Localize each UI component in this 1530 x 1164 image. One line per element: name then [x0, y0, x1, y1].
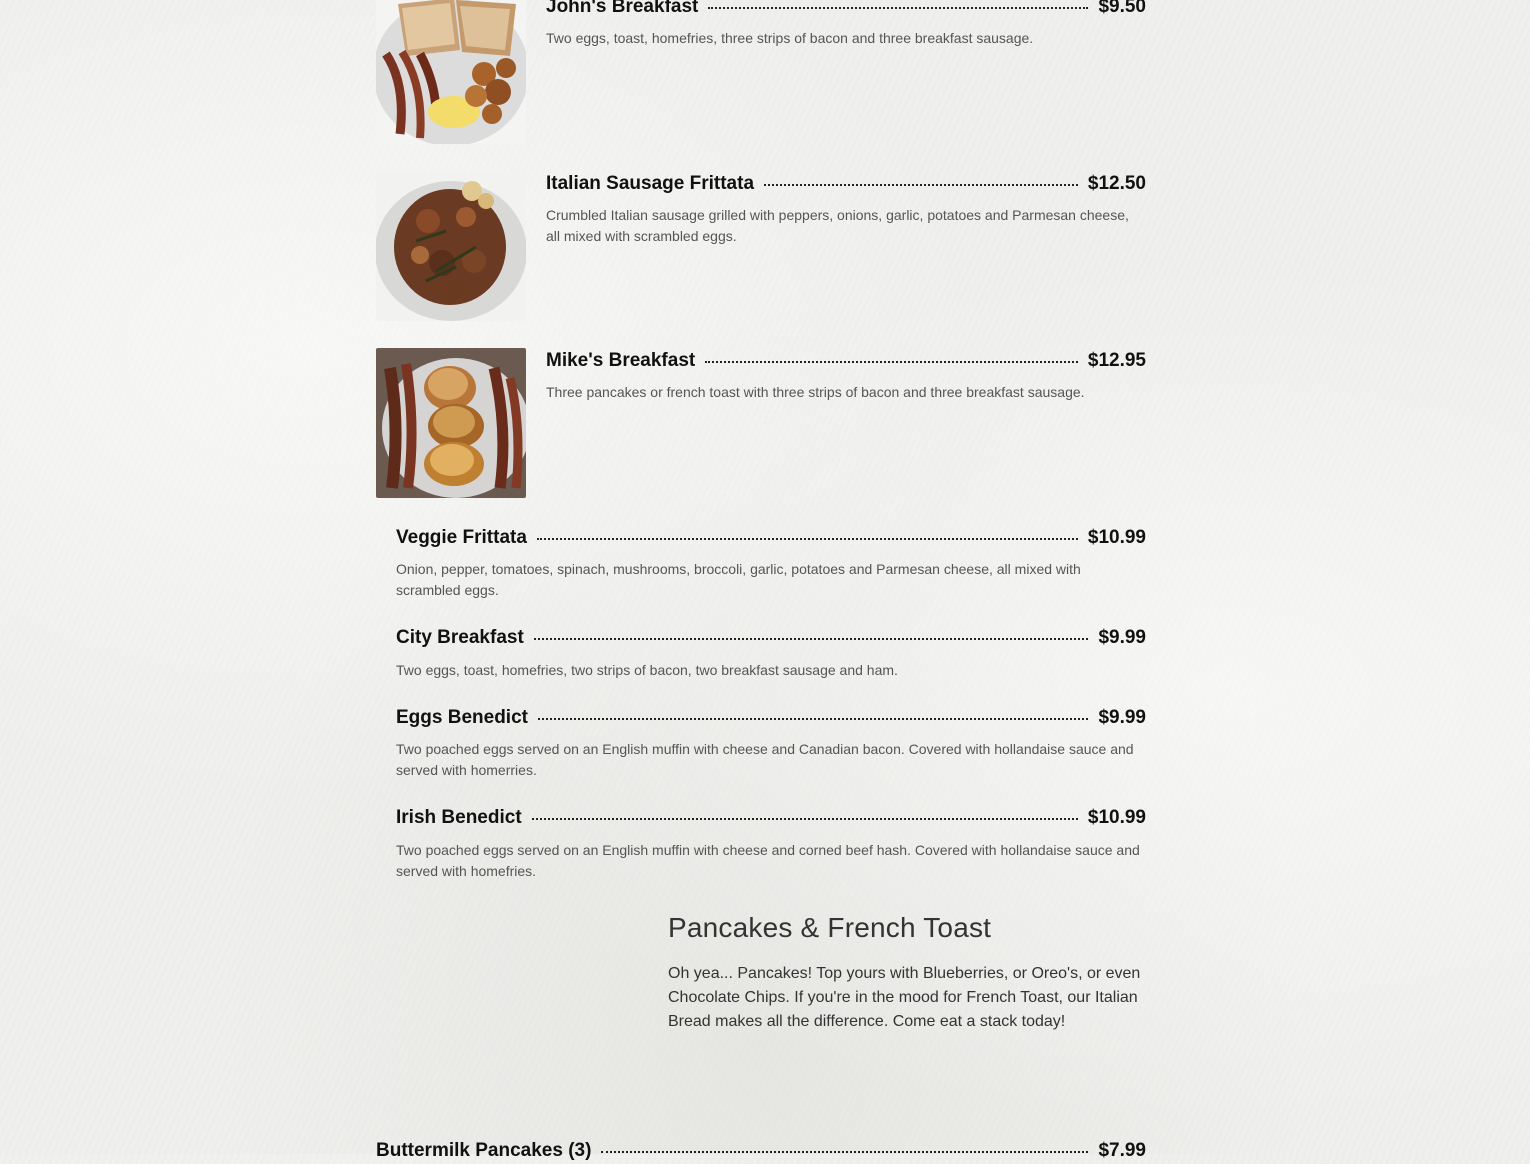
menu-item-name: Buttermilk Pancakes (3)	[376, 1140, 592, 1161]
menu-item-description: Two poached eggs served on an English muffin with cheese and corned beef hash. Covered with hollandaise sauce and served with homefries.	[396, 842, 1140, 879]
dotted-leader	[601, 1151, 1088, 1153]
dotted-leader	[537, 538, 1078, 540]
menu-item-price: $10.99	[1087, 807, 1146, 828]
menu-item-name: Italian Sausage Frittata	[546, 173, 755, 194]
menu-item-description: Crumbled Italian sausage grilled with peppers, onions, garlic, potatoes and Parmesan cheese, all mixed with scrambled eggs.	[546, 207, 1129, 244]
frittata-photo	[376, 171, 526, 321]
dotted-leader	[532, 818, 1078, 820]
menu-item-price: $9.50	[1098, 0, 1146, 17]
breakfast-plate-photo	[376, 0, 526, 144]
dotted-leader	[708, 7, 1088, 9]
section-description: Oh yea... Pancakes! Top yours with Blueberries, or Oreo's, or even Chocolate Chips. If you're in the mood for French Toast, our Italian Bread makes all the difference. Come eat a stack today!	[668, 965, 1141, 1030]
menu-item-name: Veggie Frittata	[396, 527, 527, 548]
menu-item-name: Eggs Benedict	[396, 707, 528, 728]
menu-item-price: $9.99	[1098, 707, 1146, 728]
menu-item-header	[396, 705, 1146, 731]
menu-item-header	[396, 625, 1146, 651]
menu-item-name: Irish Benedict	[396, 807, 522, 828]
menu-item-description: Two eggs, toast, homefries, three strips of bacon and three breakfast sausage.	[546, 30, 1034, 46]
menu-item-header	[396, 805, 1146, 831]
menu-item-price: $12.95	[1087, 350, 1146, 371]
menu-item-header	[546, 0, 1146, 20]
menu-item	[546, 0, 1146, 49]
menu-item	[396, 625, 1146, 681]
dotted-leader	[764, 184, 1078, 186]
menu-item-header	[396, 525, 1146, 551]
section-title: Pancakes & French Toast	[668, 912, 992, 943]
menu-item-header	[546, 348, 1146, 374]
dotted-leader	[538, 718, 1088, 720]
menu-item	[396, 525, 1146, 601]
menu-item	[376, 1138, 1146, 1164]
menu-item-header	[376, 1138, 1146, 1164]
menu-item	[546, 171, 1146, 247]
menu-item-description: Two poached eggs served on an English muffin with cheese and Canadian bacon. Covered with hollandaise sauce and served with homerries.	[396, 741, 1134, 778]
menu-item-price: $9.99	[1098, 627, 1146, 648]
menu-item-name: John's Breakfast	[546, 0, 699, 17]
menu-item-name: City Breakfast	[396, 627, 524, 648]
french-toast-photo	[376, 348, 526, 498]
menu-item-description: Onion, pepper, tomatoes, spinach, mushrooms, broccoli, garlic, potatoes and Parmesan cheese, all mixed with scrambled eggs.	[396, 561, 1081, 598]
menu-item-price: $10.99	[1087, 527, 1146, 548]
dotted-leader	[534, 638, 1089, 640]
menu-item-header	[546, 171, 1146, 197]
menu-item-price: $7.99	[1098, 1140, 1146, 1161]
menu-item	[396, 705, 1146, 781]
menu-item-price: $12.50	[1087, 173, 1146, 194]
menu-item-name: Mike's Breakfast	[546, 350, 696, 371]
menu-item-description: Two eggs, toast, homefries, two strips of bacon, two breakfast sausage and ham.	[396, 662, 898, 678]
menu-item	[546, 348, 1146, 403]
dotted-leader	[705, 361, 1078, 363]
menu-item	[396, 805, 1146, 882]
menu-item-description: Three pancakes or french toast with three strips of bacon and three breakfast sausage.	[546, 384, 1085, 400]
